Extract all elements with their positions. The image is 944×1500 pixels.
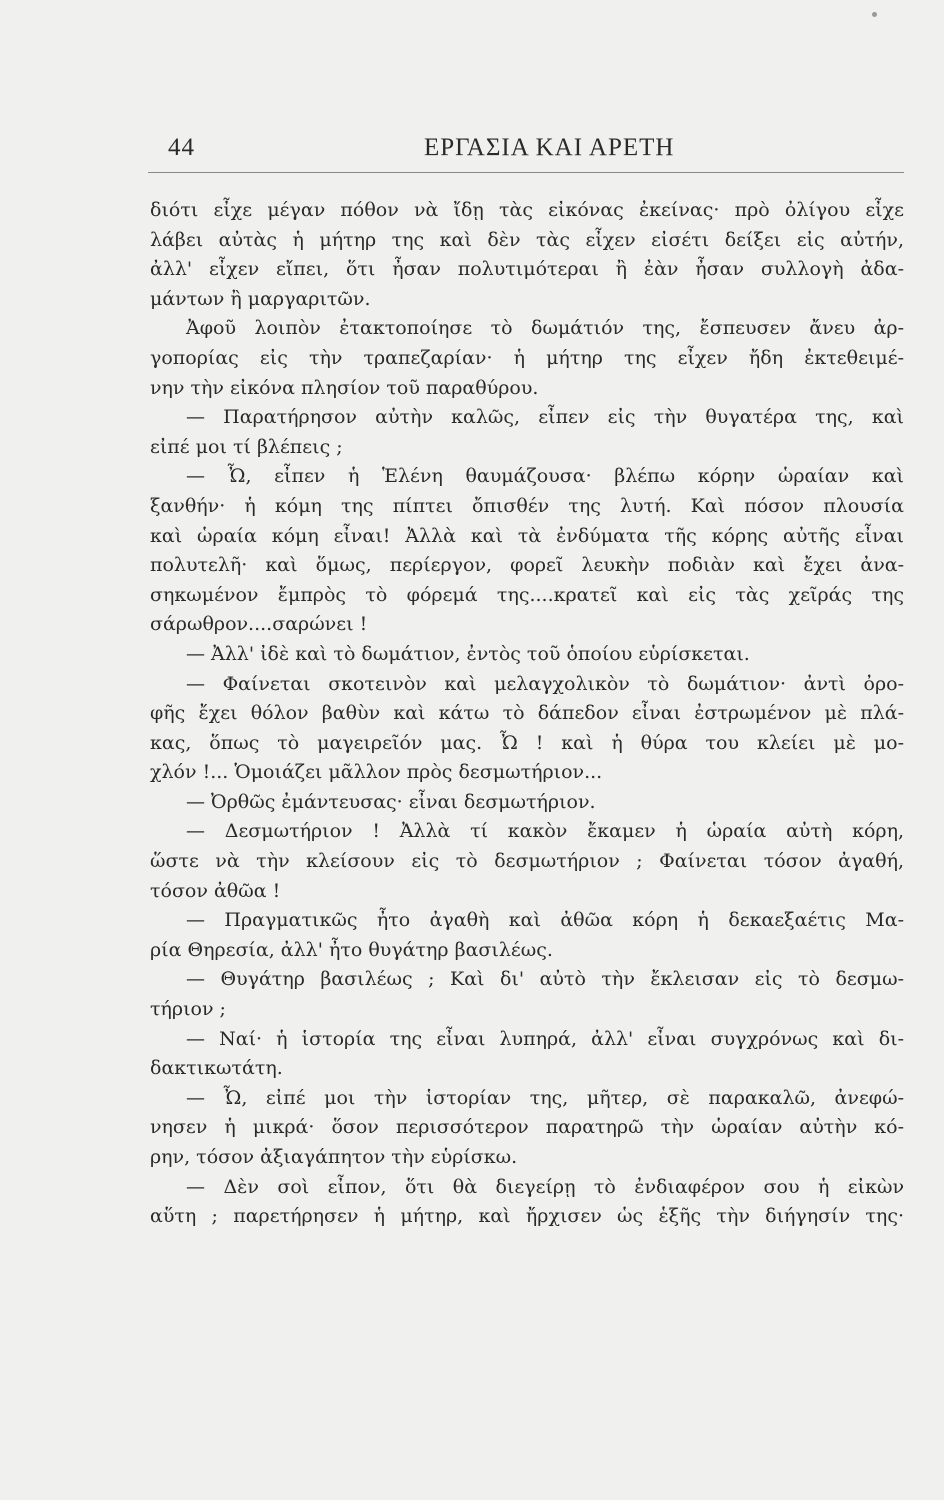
text-line: εἰπέ μοι τί βλέπεις ; — [150, 435, 343, 458]
header-rule — [148, 172, 904, 173]
page-number: 44 — [168, 134, 195, 161]
text-line: — Ὦ, εἶπεν ἡ Ἑλένη θαυμάζουσα· βλέπω κόρην ὡραίαν καὶ — [186, 465, 904, 488]
text-line: — Πραγματικῶς ἦτο ἀγαθὴ καὶ ἀθῶα κόρη ἡ δεκαεξαέτις Μα- — [186, 909, 904, 932]
text-line: λάβει αὐτὰς ἡ μήτηρ της καὶ δὲν τὰς εἶχεν εἰσέτι δείξει εἰς αὐτήν, — [150, 228, 904, 251]
text-line: ἀλλ' εἶχεν εἴπει, ὅτι ἦσαν πολυτιμότεραι ἢ ἐὰν ἦσαν συλλογὴ ἀδα- — [150, 258, 904, 281]
text-line: — Δὲν σοὶ εἶπον, ὅτι θὰ διεγείρῃ τὸ ἐνδιαφέρον σου ἡ εἰκὼν — [186, 1175, 904, 1198]
text-line: — Θυγάτηρ βασιλέως ; Καὶ δι' αὐτὸ τὴν ἔκλεισαν εἰς τὸ δεσμω- — [186, 968, 904, 991]
body-text — [150, 196, 904, 1232]
text-line: διότι εἶχε μέγαν πόθον νὰ ἴδῃ τὰς εἰκόνας ἐκείνας· πρὸ ὀλίγου εἶχε — [150, 199, 904, 221]
text-line: κας, ὅπως τὸ μαγειρεῖόν μας. Ὦ ! καὶ ἡ θύρα του κλείει μὲ μο- — [150, 731, 904, 754]
text-line: ξανθήν· ἡ κόμη της πίπτει ὄπισθέν της λυτή. Καὶ πόσον πλουσία — [150, 494, 904, 517]
page-header — [168, 130, 902, 170]
text-line: Ἀφοῦ λοιπὸν ἐτακτοποίησε τὸ δωμάτιόν της, ἔσπευσεν ἄνευ ἀρ- — [186, 317, 904, 340]
text-line: τήριον ; — [150, 998, 226, 1021]
text-line: σηκωμένον ἔμπρὸς τὸ φόρεμά της....κρατεῖ καὶ εἰς τὰς χεῖράς της — [150, 583, 904, 606]
text-line: — Ναί· ἡ ἱστορία της εἶναι λυπηρά, ἀλλ' εἶναι συγχρόνως καὶ δι- — [186, 1027, 904, 1050]
ink-speck — [872, 12, 877, 17]
text-line: — Ἀλλ' ἰδὲ καὶ τὸ δωμάτιον, ἐντὸς τοῦ ὁποίου εὑρίσκεται. — [186, 642, 750, 665]
text-line: σάρωθρον....σαρώνει ! — [150, 613, 368, 636]
text-line: φῆς ἔχει θόλον βαθὺν καὶ κάτω τὸ δάπεδον εἶναι ἐστρωμένον μὲ πλά- — [150, 702, 904, 725]
text-line: τόσον ἀθῶα ! — [150, 879, 281, 902]
text-line: νησεν ἡ μικρά· ὅσον περισσότερον παρατηρῶ τὴν ὡραίαν αὐτὴν κό- — [150, 1116, 904, 1139]
text-line: — Ὀρθῶς ἐμάντευσας· εἶναι δεσμωτήριον. — [186, 790, 596, 813]
running-title: ΕΡΓΑΣΙΑ ΚΑΙ ΑΡΕΤΗ — [424, 134, 675, 161]
text-line: γοπορίας εἰς τὴν τραπεζαρίαν· ἡ μήτηρ της εἶχεν ἤδη ἐκτεθειμέ- — [150, 346, 904, 369]
text-line: — Παρατήρησον αὐτὴν καλῶς, εἶπεν εἰς τὴν θυγατέρα της, καὶ — [186, 406, 904, 429]
text-line: νην τὴν εἰκόνα πλησίον τοῦ παραθύρου. — [150, 376, 539, 399]
text-line: χλόν !... Ὁμοιάζει μᾶλλον πρὸς δεσμωτήριον... — [150, 761, 603, 784]
text-line: — Φαίνεται σκοτεινὸν καὶ μελαγχολικὸν τὸ δωμάτιον· ἀντὶ ὀρο- — [186, 672, 904, 695]
text-line: καὶ ὡραία κόμη εἶναι! Ἀλλὰ καὶ τὰ ἐνδύματα τῆς κόρης αὐτῆς εἶναι — [150, 524, 904, 547]
text-line: ρην, τόσον ἀξιαγάπητον τὴν εὑρίσκω. — [150, 1146, 518, 1168]
text-line: — Δεσμωτήριον ! Ἀλλὰ τί κακὸν ἔκαμεν ἡ ὡραία αὐτὴ κόρη, — [186, 820, 904, 843]
text-line: πολυτελῆ· καὶ ὅμως, περίεργον, φορεῖ λευκὴν ποδιὰν καὶ ἔχει ἀνα- — [150, 554, 904, 577]
text-line: ὥστε νὰ τὴν κλείσουν εἰς τὸ δεσμωτήριον ; Φαίνεται τόσον ἀγαθή, — [150, 850, 904, 873]
text-line: αὕτη ; παρετήρησεν ἡ μήτηρ, καὶ ἤρχισεν ὡς ἑξῆς τὴν διήγησίν της· — [150, 1205, 904, 1228]
text-line: — Ὦ, εἰπέ μοι τὴν ἱστορίαν της, μῆτερ, σὲ παρακαλῶ, ἀνεφώ- — [186, 1086, 904, 1109]
text-line: μάντων ἢ μαργαριτῶν. — [150, 287, 371, 310]
text-line: ρία Θηρεσία, ἀλλ' ἦτο θυγάτηρ βασιλέως. — [150, 938, 553, 961]
text-line: δακτικωτάτη. — [150, 1057, 283, 1080]
